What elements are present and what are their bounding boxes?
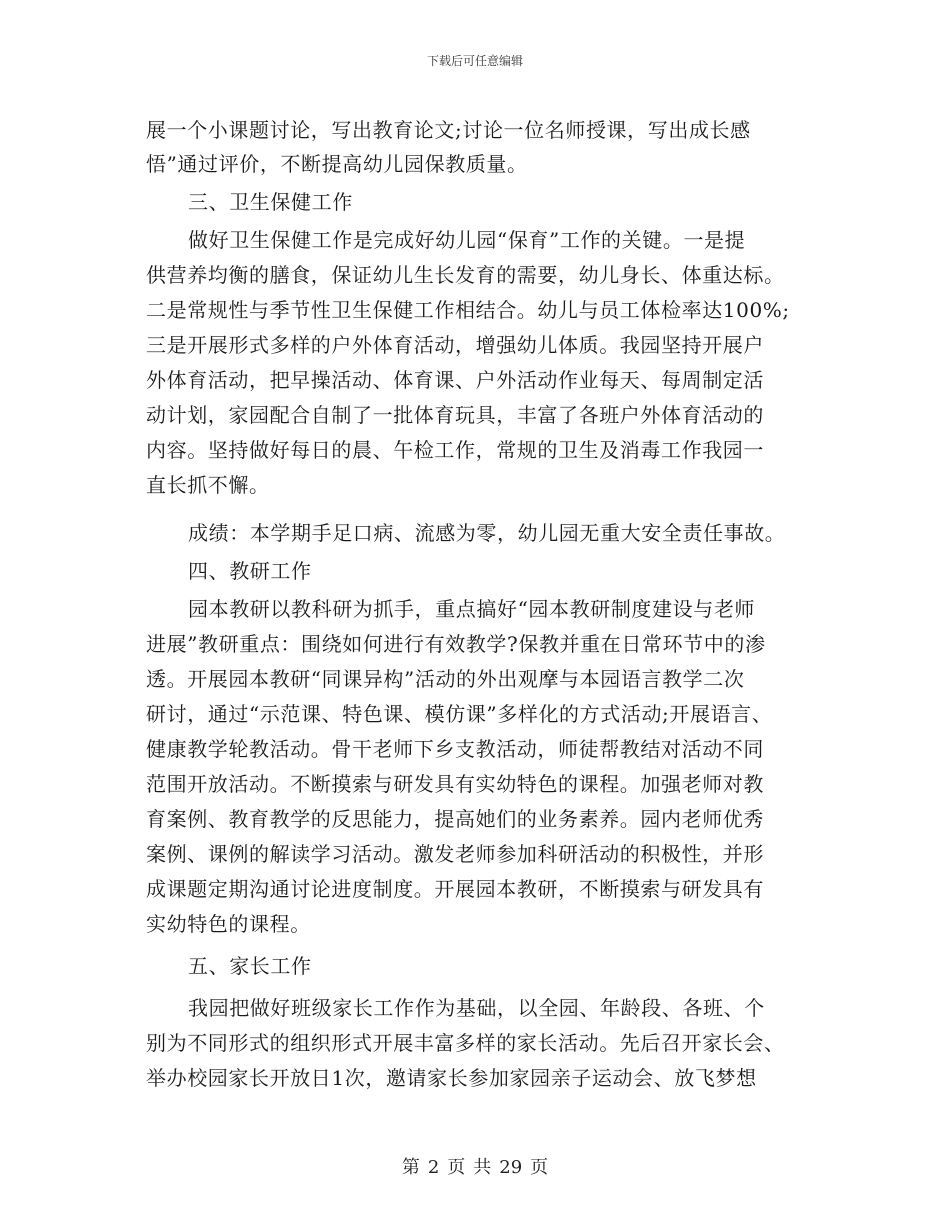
text-line: 进展”教研重点：围绕如何进行有效教学?保教并重在日常环节中的渗	[146, 632, 766, 656]
footer-page-unit: 页	[447, 1157, 466, 1178]
text-line: 健康教学轮教活动。骨干老师下乡支教活动，师徒帮教结对活动不同	[146, 737, 764, 761]
paragraph-first-line: 园本教研以教科研为抓手，重点搞好“园本教研制度建设与老师	[188, 597, 756, 621]
text-line: 二是常规性与季节性卫生保健工作相结合。幼儿与员工体检率达100%;	[146, 298, 790, 322]
text-line: 举办校园家长开放日1次，邀请家长参加家园亲子运动会、放飞梦想	[146, 1066, 757, 1090]
text-line: 三是开展形式多样的户外体育活动，增强幼儿体质。我园坚持开展户	[146, 333, 764, 357]
page-footer	[0, 1153, 950, 1179]
text-line: 案例、课例的解读学习活动。激发老师参加科研活动的积极性，并形	[146, 842, 764, 866]
footer-page-number: 2	[427, 1157, 440, 1178]
text-line: 悟”通过评价，不断提高幼儿园保教质量。	[146, 152, 528, 176]
text-line: 供营养均衡的膳食，保证幼儿生长发育的需要，幼儿身长、体重达标。	[146, 263, 785, 287]
footer-prefix: 第	[401, 1157, 420, 1178]
text-line: 直长抓不懈。	[146, 473, 270, 497]
section-heading: 三、卫生保健工作	[188, 190, 353, 214]
text-line: 外体育活动，把早操活动、体育课、户外活动作业每天、每周制定活	[146, 368, 764, 392]
text-line: 透。开展园本教研“同课异构”活动的外出观摩与本园语言教学二次	[146, 667, 745, 691]
footer-total-unit: 页	[530, 1157, 549, 1178]
paragraph-first-line: 我园把做好班级家长工作作为基础，以全园、年龄段、各班、个	[188, 996, 765, 1020]
footer-total-label: 共	[473, 1157, 492, 1178]
text-line: 内容。坚持做好每日的晨、午检工作，常规的卫生及消毒工作我园一	[146, 438, 764, 462]
paragraph-first-line: 成绩：本学期手足口病、流感为零，幼儿园无重大安全责任事故。	[188, 521, 786, 545]
section-heading: 四、教研工作	[188, 559, 312, 583]
text-line: 范围开放活动。不断摸索与研发具有实幼特色的课程。加强老师对教	[146, 772, 764, 796]
text-line: 实幼特色的课程。	[146, 912, 311, 936]
paragraph-first-line: 做好卫生保健工作是完成好幼儿园“保育”工作的关键。一是提	[188, 228, 746, 252]
text-line: 育案例、教育教学的反思能力，提高她们的业务素养。园内老师优秀	[146, 807, 764, 831]
text-line: 别为不同形式的组织形式开展丰富多样的家长活动。先后召开家长会、	[146, 1031, 785, 1055]
text-line: 研讨，通过“示范课、特色课、模仿课”多样化的方式活动;开展语言、	[146, 702, 773, 726]
page-header: 下载后可任意编辑	[426, 54, 523, 68]
section-heading: 五、家长工作	[188, 954, 312, 978]
text-line: 展一个小课题讨论，写出教育论文;讨论一位名师授课，写出成长感	[146, 118, 751, 142]
text-line: 成课题定期沟通讨论进度制度。开展园本教研，不断摸索与研发具有	[146, 877, 764, 901]
text-line: 动计划，家园配合自制了一批体育玩具，丰富了各班户外体育活动的	[146, 403, 764, 427]
footer-total-pages: 29	[499, 1157, 523, 1178]
